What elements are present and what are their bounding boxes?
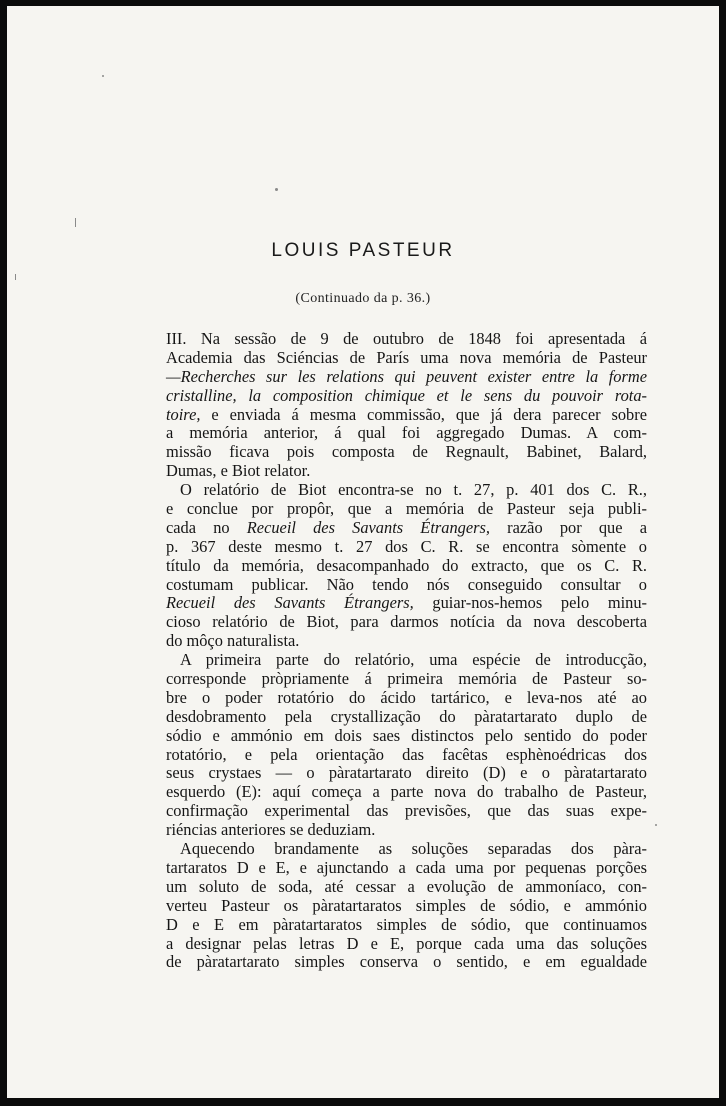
page-speck <box>75 218 76 227</box>
text-line <box>166 406 647 425</box>
text-run: riéncias anteriores se deduziam. <box>166 820 376 840</box>
text-run: tartaratos D e E, e ajunctando a cada uma por pequenas porções <box>166 857 647 877</box>
text-line <box>166 783 647 802</box>
text-run: do môço naturalista. <box>166 631 300 651</box>
text-line <box>166 538 647 557</box>
italic-text: Recueil des Savants Étrangers, <box>166 593 414 613</box>
text-line <box>166 878 647 897</box>
text-run: de pàratartarato simples conserva o sentido, e em egualdade <box>166 952 647 972</box>
text-run: cada no <box>166 517 247 537</box>
text-run: e enviada á mesma commissão, que já dera parecer sobre <box>200 404 647 424</box>
text-line <box>166 802 647 821</box>
text-run: Dumas, e Biot relator. <box>166 461 311 481</box>
text-line <box>166 632 647 651</box>
text-line <box>166 330 647 349</box>
text-run: seus crystaes — o pàratartarato direito (D) e o pàratartarato <box>166 763 647 783</box>
text-line <box>166 368 647 387</box>
text-line <box>166 840 647 859</box>
text-run: cioso relatório de Biot, para darmos notícia da nova descoberta <box>166 612 647 632</box>
text-line <box>166 349 647 368</box>
text-run: corresponde pròpriamente á primeira memória de Pasteur so- <box>166 669 647 689</box>
article-body <box>166 330 647 972</box>
text-line <box>166 916 647 935</box>
text-line <box>166 576 647 595</box>
italic-text: cristalline, la composition chimique et le sens du pouvoir rota- <box>166 385 647 405</box>
text-run: D e E em pàratartaratos simples de sódio, que continuamos <box>166 914 647 934</box>
text-line <box>166 953 647 972</box>
text-run: confirmação experimental das previsões, que das suas expe- <box>166 801 647 821</box>
text-line <box>166 594 647 613</box>
text-line <box>166 859 647 878</box>
text-run: esquerdo (E): aquí começa a parte nova do trabalho de Pasteur, <box>166 782 647 802</box>
text-run: um soluto de soda, até cessar a evolução de ammoníaco, con- <box>166 876 647 896</box>
italic-text: Recueil des Savants Étrangers, <box>246 517 490 537</box>
paragraph <box>166 330 647 481</box>
text-run: Aquecendo brandamente as soluções separadas dos pàra- <box>180 839 647 859</box>
text-line <box>166 764 647 783</box>
text-line <box>166 613 647 632</box>
text-line <box>166 481 647 500</box>
text-run: Academia das Sciéncias de París uma nova memória de Pasteur <box>166 347 647 367</box>
text-run: p. 367 deste mesmo t. 27 dos C. R. se encontra sòmente o <box>166 536 647 556</box>
text-run: rotatório, e pela orientação das facêtas esphènoédricas dos <box>166 744 647 764</box>
text-run: título da memória, desacompanhado do extracto, que os C. R. <box>166 555 647 575</box>
text-run: verteu Pasteur os pàratartaratos simples de sódio, e ammónio <box>166 895 647 915</box>
text-run: O relatório de Biot encontra-se no t. 27, p. 401 dos C. R., <box>180 480 647 500</box>
article-subtitle: (Continuado da p. 36.) <box>295 291 431 306</box>
text-line <box>166 651 647 670</box>
article-title: LOUIS PASTEUR <box>271 240 455 261</box>
text-line <box>166 670 647 689</box>
text-line <box>166 746 647 765</box>
italic-text: toire, <box>166 404 201 424</box>
text-run: guiar-nos-hemos pelo minu- <box>413 593 647 613</box>
text-run: e conclue por propôr, que a memória de Pasteur seja publi- <box>166 499 647 519</box>
text-line <box>166 557 647 576</box>
page-speck <box>275 188 278 191</box>
book-page <box>7 6 719 1098</box>
text-run: missão ficava pois composta de Regnault, Babinet, Balard, <box>166 442 647 462</box>
italic-text: —Recherches sur les relations qui peuvent exister entre la forme <box>166 366 647 386</box>
text-line <box>166 387 647 406</box>
text-line <box>166 821 647 840</box>
text-run: bre o poder rotatório do ácido tartárico, e leva-nos até ao <box>166 687 647 707</box>
text-run: razão por que a <box>489 517 647 537</box>
text-line <box>166 708 647 727</box>
page-speck <box>15 274 16 280</box>
text-line <box>166 462 647 481</box>
text-line <box>166 727 647 746</box>
text-line <box>166 689 647 708</box>
page-speck <box>655 824 657 826</box>
text-line <box>166 935 647 954</box>
text-run: sódio e ammónio em dois saes distinctos pelo sentido do poder <box>166 725 647 745</box>
paragraph <box>166 481 647 651</box>
text-line <box>166 500 647 519</box>
text-line <box>166 443 647 462</box>
text-run: costumam publicar. Não tendo nós conseguido consultar o <box>166 574 647 594</box>
text-run: desdobramento pela crystallização do pàratartarato duplo de <box>166 706 647 726</box>
paragraph <box>166 840 647 972</box>
page-speck <box>102 75 104 77</box>
text-run: a designar pelas letras D e E, porque cada uma das soluções <box>166 933 647 953</box>
paragraph <box>166 651 647 840</box>
text-run: III. Na sessão de 9 de outubro de 1848 foi apresentada á <box>166 329 647 348</box>
text-run: a memória anterior, á qual foi aggregado Dumas. A com- <box>166 423 647 443</box>
text-run: A primeira parte do relatório, uma espécie de introducção, <box>180 650 647 670</box>
text-line <box>166 519 647 538</box>
text-line <box>166 897 647 916</box>
text-line <box>166 424 647 443</box>
